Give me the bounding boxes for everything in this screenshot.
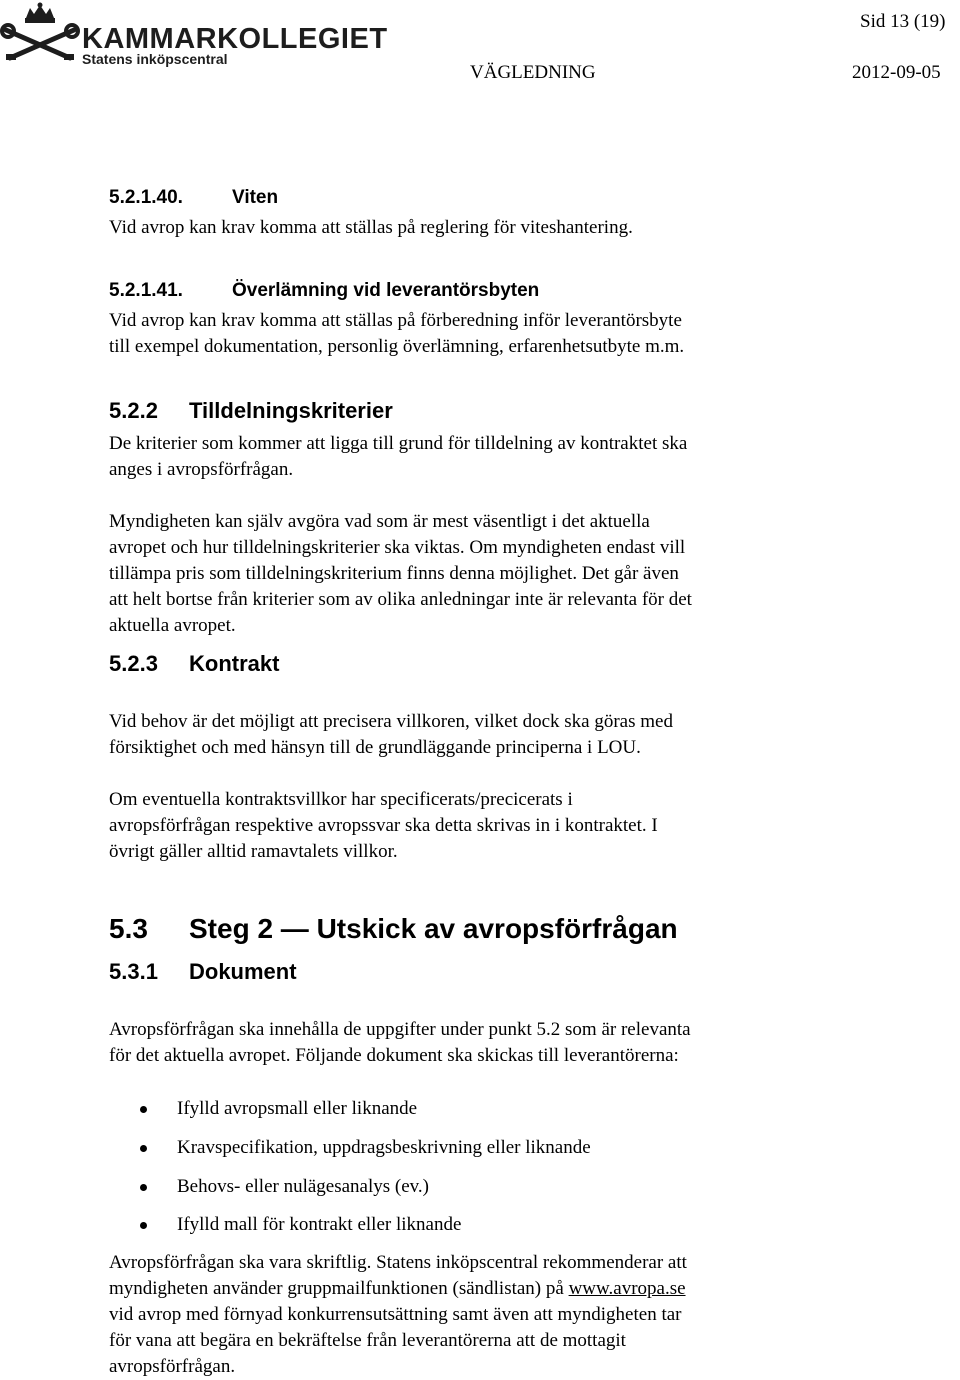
paragraph-line: Vid behov är det möjligt att precisera villkoren, vilket dock ska göras med [109,711,673,732]
kammarkollegiet-logo [0,2,388,68]
paragraph-line: Myndigheten kan själv avgöra vad som är mest väsentligt i det aktuella [109,511,650,532]
section-number: 5.2.2 [109,398,158,423]
paragraph-line: för det aktuella avropet. Följande dokument ska skickas till leverantörerna: [109,1045,679,1066]
section-heading [109,397,709,425]
page-number: Sid 13 (19) [860,11,946,32]
document-date: 2012-09-05 [852,62,941,83]
avropa-link[interactable]: www.avropa.se [568,1278,686,1299]
section-title: Kontrakt [189,651,280,676]
paragraph: Vid avrop kan krav komma att ställas på reglering för viteshantering. [109,217,633,238]
section-heading [109,186,509,210]
list-item: Behovs- eller nulägesanalys (ev.) [177,1176,430,1197]
section-title: Tilldelningskriterier [189,398,393,423]
bullet-icon [140,1106,147,1113]
paragraph-line: aktuella avropet. [109,615,236,636]
list-item: Kravspecifikation, uppdragsbeskrivning eller liknande [177,1137,591,1158]
paragraph-line: vid avrop med förnyad konkurrensutsättning samt även att myndigheten tar [109,1304,682,1325]
section-title: Steg 2 — Utskick av avropsförfrågan [189,913,678,944]
paragraph-line: till exempel dokumentation, personlig överlämning, erfarenhetsutbyte m.m. [109,336,685,357]
bullet-icon [140,1184,147,1191]
list-item: Ifylld avropsmall eller liknande [177,1098,418,1119]
section-heading [109,279,709,303]
paragraph-line: avropet och hur tilldelningskriterier ska viktas. Om myndigheten endast vill [109,537,686,558]
section-number: 5.3.1 [109,959,158,984]
paragraph-line: avropsförfrågan. [109,1356,236,1377]
bullet-icon [140,1145,147,1152]
section-number: 5.2.1.41. [109,280,183,301]
paragraph-line: Om eventuella kontraktsvillkor har specificerats/precicerats i [109,789,573,810]
bullet-icon [140,1222,147,1229]
paragraph-text: myndigheten använder gruppmailfunktionen (sändlistan) på [109,1278,569,1299]
logo-name: KAMMARKOLLEGIET [82,23,388,55]
section-number: 5.3 [109,913,148,944]
paragraph-line: Avropsförfrågan ska vara skriftlig. Statens inköpscentral rekommenderar att [109,1252,687,1273]
paragraph-line: för vana att begära en bekräftelse från leverantörerna att de mottagit [109,1330,626,1351]
section-heading [109,650,709,678]
list-item: Ifylld mall för kontrakt eller liknande [177,1214,462,1235]
chapter-heading [109,912,809,946]
paragraph-line: övrigt gäller alltid ramavtalets villkor. [109,841,398,862]
paragraph-line: avropsförfrågan respektive avropssvar ska detta skrivas in i kontraktet. I [109,815,658,836]
crown-keys-icon [0,2,80,68]
paragraph-line: Avropsförfrågan ska innehålla de uppgifter under punkt 5.2 som är relevanta [109,1019,691,1040]
section-number: 5.2.3 [109,651,158,676]
paragraph-line: att helt bortse från kriterier som av olika anledningar inte är relevanta för det [109,589,692,610]
logo-subtitle: Statens inköpscentral [82,51,228,67]
paragraph-line: försiktighet och med hänsyn till de grundläggande principerna i LOU. [109,737,641,758]
paragraph-line: Vid avrop kan krav komma att ställas på förberedning inför leverantörsbyte [109,310,682,331]
document-type: VÄGLEDNING [470,62,596,83]
section-number: 5.2.1.40. [109,187,183,208]
paragraph-line: tillämpa pris som tilldelningskriterium finns denna möjlighet. Det går även [109,563,679,584]
paragraph-line [109,1276,686,1302]
section-heading [109,958,709,986]
paragraph-line: De kriterier som kommer att ligga till grund för tilldelning av kontraktet ska [109,433,688,454]
paragraph-line: anges i avropsförfrågan. [109,459,294,480]
section-title: Överlämning vid leverantörsbyten [232,280,540,301]
section-title: Viten [232,187,279,208]
section-title: Dokument [189,959,297,984]
